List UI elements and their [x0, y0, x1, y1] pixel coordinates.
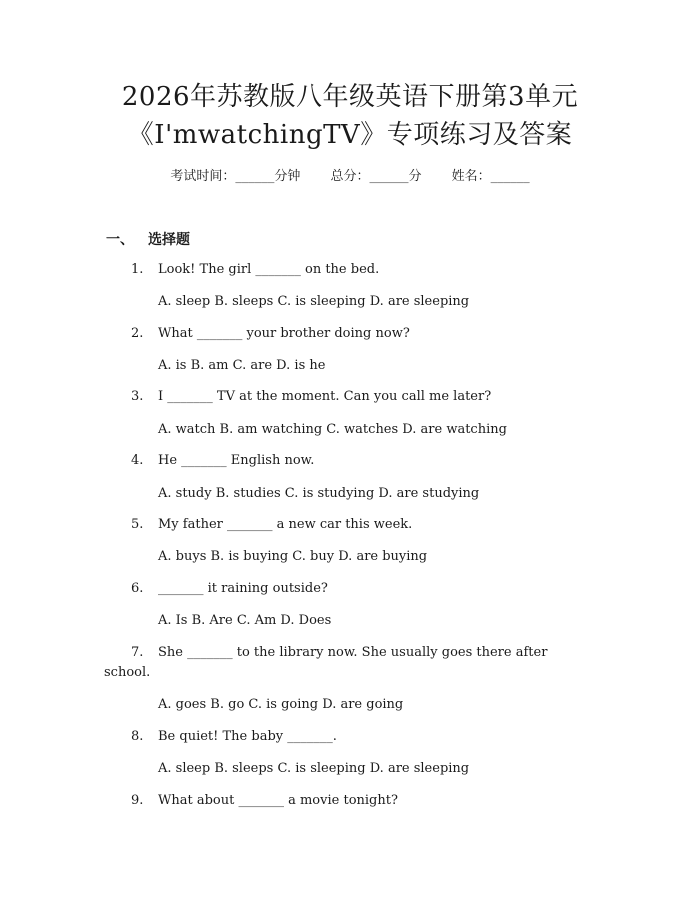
question-1-options: A. sleep B. sleeps C. is sleeping D. are sleeping	[158, 294, 470, 309]
question-4-options: A. study B. studies C. is studying D. are studying	[158, 486, 480, 501]
question-text: Be quiet! The baby _______.	[158, 729, 337, 744]
exam-meta	[0, 168, 700, 186]
question-8-options: A. sleep B. sleeps C. is sleeping D. are sleeping	[158, 761, 470, 776]
question-number: 9.	[131, 793, 144, 808]
question-5-options: A. buys B. is buying C. buy D. are buying	[158, 549, 428, 564]
question-number: 8.	[131, 729, 144, 744]
section-heading	[106, 230, 190, 250]
question-text: I _______ TV at the moment. Can you call me later?	[158, 389, 492, 404]
question-2-options: A. is B. am C. are D. is he	[158, 358, 326, 373]
question-6-options: A. Is B. Are C. Am D. Does	[158, 613, 332, 628]
exam-total-score: 总分：______分	[330, 169, 422, 184]
document-title-line-1: 2026年苏教版八年级英语下册第3单元	[121, 82, 579, 112]
question-number: 1.	[131, 262, 144, 277]
question-text: Look! The girl _______ on the bed.	[158, 262, 380, 277]
section-title: 选择题	[148, 232, 190, 248]
student-name-field: 姓名：______	[451, 169, 530, 184]
question-text: What about _______ a movie tonight?	[158, 793, 398, 808]
question-7-options: A. goes B. go C. is going D. are going	[158, 697, 404, 712]
question-text: He _______ English now.	[158, 453, 315, 468]
question-text: _______ it raining outside?	[158, 581, 328, 596]
question-number: 4.	[131, 453, 144, 468]
question-number: 3.	[131, 389, 144, 404]
question-3-options: A. watch B. am watching C. watches D. are watching	[158, 422, 507, 437]
document-title-line-2: 《I'mwatchingTV》专项练习及答案	[127, 120, 573, 150]
question-text: My father _______ a new car this week.	[158, 517, 413, 532]
question-text: She _______ to the library now. She usually goes there after	[158, 645, 548, 660]
question-number: 6.	[131, 581, 144, 596]
section-number: 一、	[106, 232, 134, 248]
question-number: 2.	[131, 326, 144, 341]
exam-time: 考试时间：______分钟	[170, 169, 301, 184]
question-number: 7.	[131, 645, 144, 660]
question-number: 5.	[131, 517, 144, 532]
question-7-text-continued: school.	[104, 665, 151, 680]
question-text: What _______ your brother doing now?	[158, 326, 410, 341]
